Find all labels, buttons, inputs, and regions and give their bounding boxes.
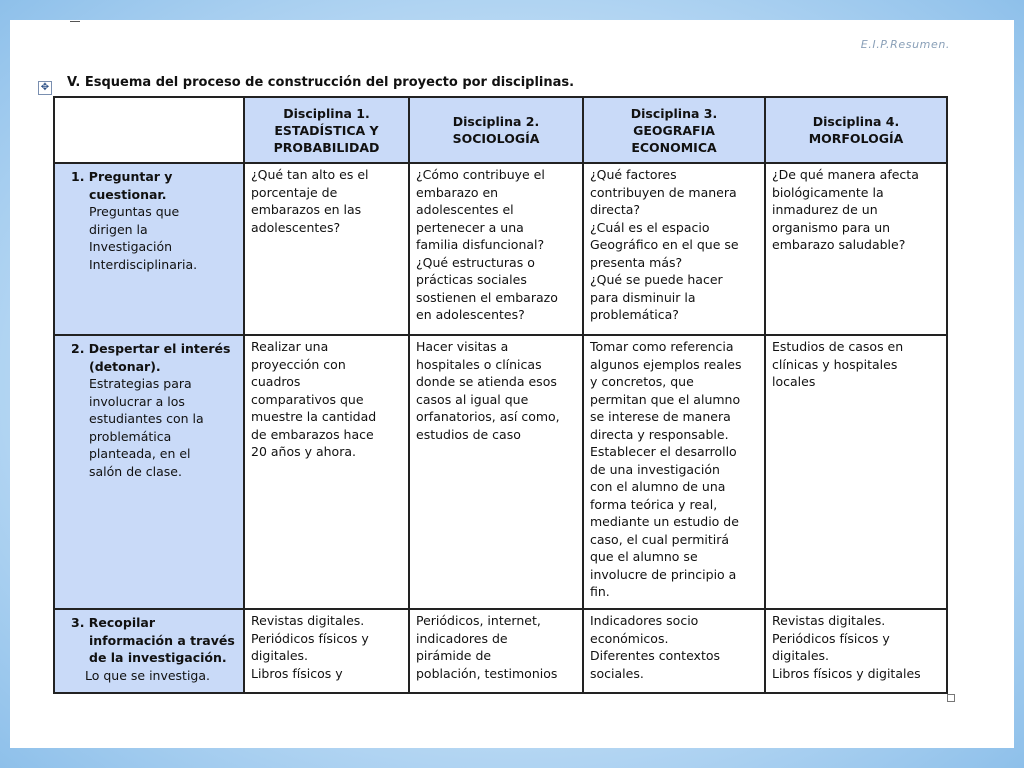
table-cell: ¿Cómo contribuye el embarazo en adolescentes el pertenecer a una familia disfuncional? ¿Qué estructuras o prácticas sociales sostienen el embarazo en adolescentes? [409, 163, 583, 335]
row-title: 3. Recopilar información a través de la investigación. [71, 615, 235, 665]
discipline-table [53, 96, 948, 694]
table-cell: Tomar como referencia algunos ejemplos reales y concretos, que permitan que el alumno se interese de manera directa y responsable. Establecer el desarrollo de una investigación con el alumno de una forma teórica y real, mediante un estudio de caso, el cual permitirá que el alumno se involucre de principio a fin. [583, 335, 765, 609]
table-cell: Indicadores socio económicos. Diferentes contextos sociales. [583, 609, 765, 693]
header-discipline-1: Disciplina 1. ESTADÍSTICA Y PROBABILIDAD [244, 97, 409, 163]
resize-square-icon[interactable] [947, 694, 955, 702]
row-header-recopilar [54, 609, 244, 693]
row-header-preguntar [54, 163, 244, 335]
table-row [54, 609, 947, 693]
header-corner-cell [54, 97, 244, 163]
move-arrows-icon[interactable]: ✥ [38, 81, 52, 95]
document-title: V. Esquema del proceso de construcción del proyecto por disciplinas. [67, 75, 575, 90]
row-title: 1. Preguntar y cuestionar. [71, 169, 173, 202]
header-note: E.I.P.Resumen. [860, 38, 950, 51]
table-cell: Periódicos, internet, indicadores de pirámide de población, testimonios [409, 609, 583, 693]
table-cell: ¿Qué tan alto es el porcentaje de embarazos en las adolescentes? [244, 163, 409, 335]
table-row [54, 335, 947, 609]
table-header-row [54, 97, 947, 163]
table-cell: Hacer visitas a hospitales o clínicas donde se atienda esos casos al igual que orfanatorios, así como, estudios de caso [409, 335, 583, 609]
table-cell: ¿Qué factores contribuyen de manera directa? ¿Cuál es el espacio Geográfico en el que se presenta más? ¿Qué se puede hacer para disminuir la problemática? [583, 163, 765, 335]
row-subtitle: Lo que se investiga. [85, 667, 210, 683]
row-subtitle: Preguntas que dirigen la Investigación Interdisciplinaria. [89, 204, 198, 272]
header-discipline-4: Disciplina 4. MORFOLOGÍA [765, 97, 947, 163]
header-discipline-3: Disciplina 3. GEOGRAFIA ECONOMICA [583, 97, 765, 163]
table-cell: Estudios de casos en clínicas y hospitales locales [765, 335, 947, 609]
header-discipline-2: Disciplina 2. SOCIOLOGÍA [409, 97, 583, 163]
row-header-despertar [54, 335, 244, 609]
row-title: 2. Despertar el interés (detonar). [71, 341, 231, 374]
table-cell: Revistas digitales. Periódicos físicos y digitales. Libros físicos y [244, 609, 409, 693]
table-cell: Realizar una proyección con cuadros comparativos que muestre la cantidad de embarazos hace 20 años y ahora. [244, 335, 409, 609]
table-cell: ¿De qué manera afecta biológicamente la inmadurez de un organismo para un embarazo saludable? [765, 163, 947, 335]
row-subtitle: Estrategias para involucrar a los estudiantes con la problemática planteada, en el salón de clase. [89, 376, 204, 479]
table-row [54, 163, 947, 335]
table-cell: Revistas digitales. Periódicos físicos y digitales. Libros físicos y digitales [765, 609, 947, 693]
page-top-mark [70, 21, 80, 22]
